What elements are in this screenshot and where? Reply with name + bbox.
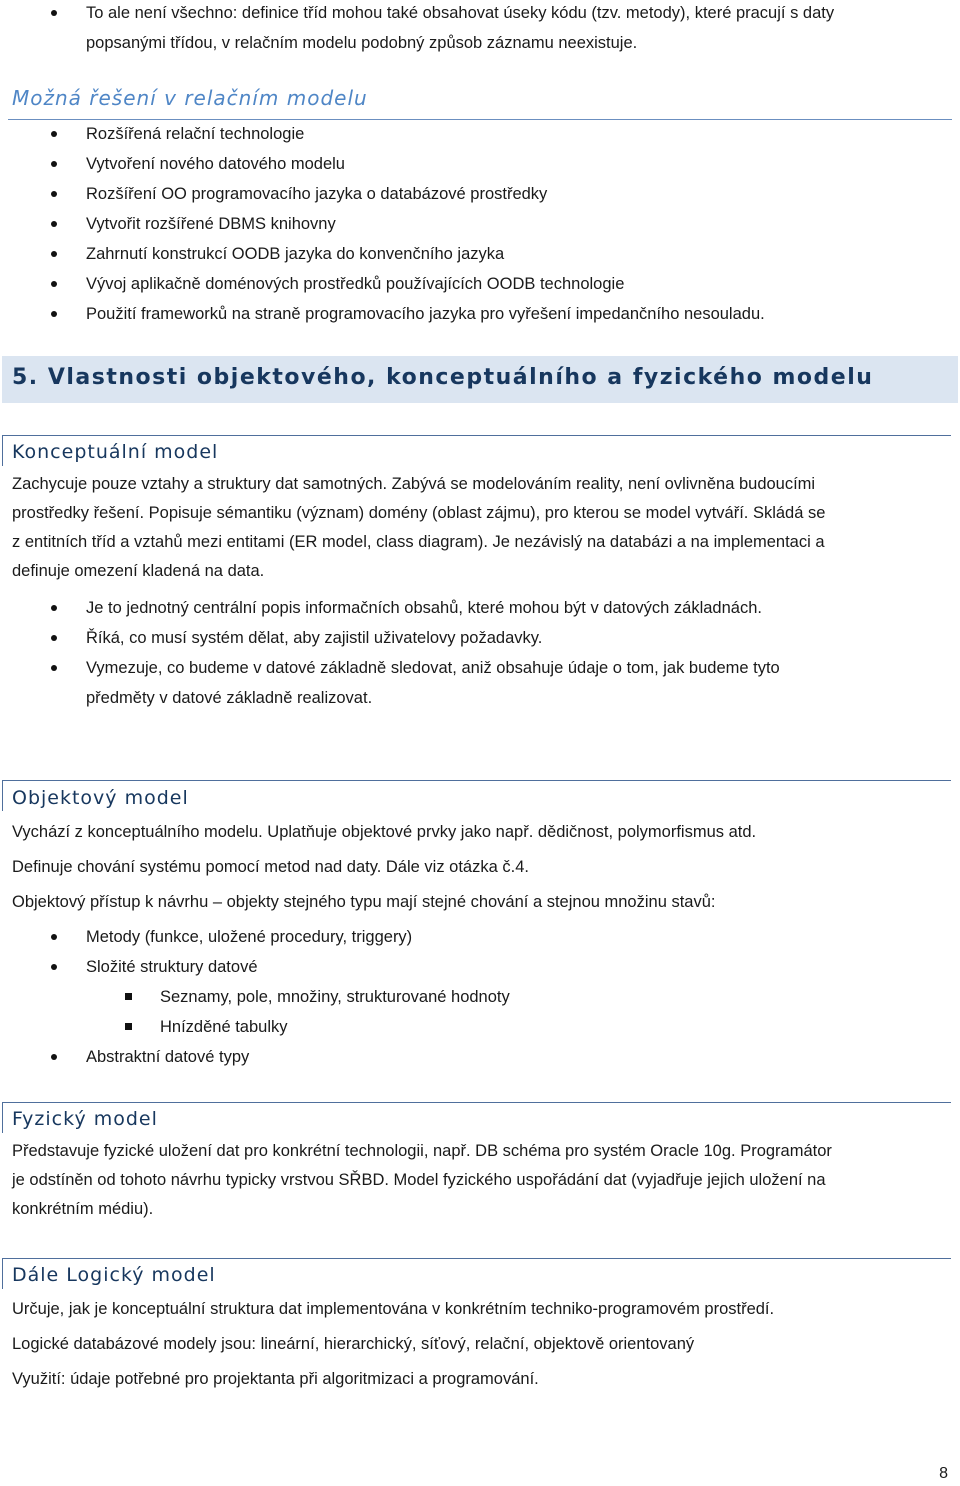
logical-paragraphs: Určuje, jak je konceptuální struktura dat implementována v konkrétním techniko-programovém prostředí. Logické databázové modely jsou: lineární, hierarchický, síťový, relační, objektově orientovaný Využití: údaje potřebné pro projektanta při algoritmizaci a programování. [12, 1300, 775, 1388]
bullet-icon [51, 311, 57, 317]
list-item: Vývoj aplikačně doménových prostředků používajících OODB technologie [0, 269, 950, 299]
relational-solutions-list [0, 119, 950, 329]
bullet-icon [51, 605, 57, 611]
bullet-icon [51, 251, 57, 257]
bullet-icon [51, 281, 57, 287]
page-number: 8 [939, 1465, 948, 1482]
intro-list [0, 0, 950, 58]
bullet-icon [51, 964, 57, 970]
bullet-icon [51, 635, 57, 641]
bullet-icon [51, 934, 57, 940]
object-heading: Objektový model [12, 787, 189, 809]
list-item: Vytvořit rozšířené DBMS knihovny [0, 209, 950, 239]
list-item: Je to jednotný centrální popis informačních obsahů, které mohou být v datových základnách. [0, 593, 950, 623]
list-item: Abstraktní datové typy [0, 1042, 950, 1072]
list-item-continuation: předměty v datové základně realizovat. [86, 689, 373, 707]
bullet-icon [51, 221, 57, 227]
logical-heading: Dále Logický model [12, 1264, 216, 1286]
list-item: Složité struktury datové [0, 952, 950, 982]
list-item-continuation: popsanými třídou, v relačním modelu podobný způsob záznamu neexistuje. [86, 34, 638, 52]
list-item: Metody (funkce, uložené procedury, triggery) [0, 922, 950, 952]
physical-paragraph: Představuje fyzické uložení dat pro konkrétní technologii, např. DB schéma pro systém Oracle 10g. Programátor je odstíněn od tohoto návrhu typicky vrstvou SŘBD. Model fyzického uspořádání dat (vyjadřuje jejich uložení na konkrétním médiu). [12, 1142, 832, 1218]
square-bullet-icon [125, 1023, 132, 1030]
bullet-icon [51, 1054, 57, 1060]
conceptual-paragraph: Zachycuje pouze vztahy a struktury dat samotných. Zabývá se modelováním reality, není ovlivněna budoucími prostředky řešení. Popisuje sémantiku (význam) domény (oblast zájmu), pro kterou se model vytváří. Skládá se z entitních tříd a vztahů mezi entitami (ER model, class diagram). Je nezávislý na databázi a na implementaci a definuje omezení kladená na data. [12, 475, 826, 580]
physical-heading: Fyzický model [12, 1108, 158, 1130]
relational-solutions-heading: Možná řešení v relačním modelu [12, 86, 368, 110]
list-item: Říká, co musí systém dělat, aby zajistil uživatelovy požadavky. [0, 623, 950, 653]
list-item: Rozšířená relační technologie [0, 119, 950, 149]
bullet-icon [51, 10, 57, 16]
object-list [0, 922, 950, 1072]
bullet-icon [51, 131, 57, 137]
conceptual-heading: Konceptuální model [12, 441, 219, 463]
conceptual-list [0, 593, 950, 713]
list-item: Vymezuje, co budeme v datové základně sledovat, aniž obsahuje údaje o tom, jak budeme tyto [0, 653, 950, 683]
list-item: Použití frameworků na straně programovacího jazyka pro vyřešení impedančního nesouladu. [0, 299, 950, 329]
sub-list-item: Hnízděné tabulky [0, 1012, 950, 1042]
list-item: To ale není všechno: definice tříd mohou také obsahovat úseky kódu (tzv. metody), které pracují s daty [0, 0, 950, 28]
bullet-icon [51, 665, 57, 671]
list-item: Vytvoření nového datového modelu [0, 149, 950, 179]
sub-list-item: Seznamy, pole, množiny, strukturované hodnoty [0, 982, 950, 1012]
list-item: Zahrnutí konstrukcí OODB jazyka do konvenčního jazyka [0, 239, 950, 269]
object-paragraphs: Vychází z konceptuálního modelu. Uplatňuje objektové prvky jako např. dědičnost, polymorfismus atd. Definuje chování systému pomocí metod nad daty. Dále viz otázka č.4. Objektový přístup k návrhu – objekty stejného typu mají stejné chování a stejnou množinu stavů: [12, 823, 757, 911]
square-bullet-icon [125, 993, 132, 1000]
list-item: Rozšíření OO programovacího jazyka o databázové prostředky [0, 179, 950, 209]
bullet-icon [51, 161, 57, 167]
bullet-icon [51, 191, 57, 197]
section-title: 5. Vlastnosti objektového, konceptuálního a fyzického modelu [12, 365, 874, 390]
